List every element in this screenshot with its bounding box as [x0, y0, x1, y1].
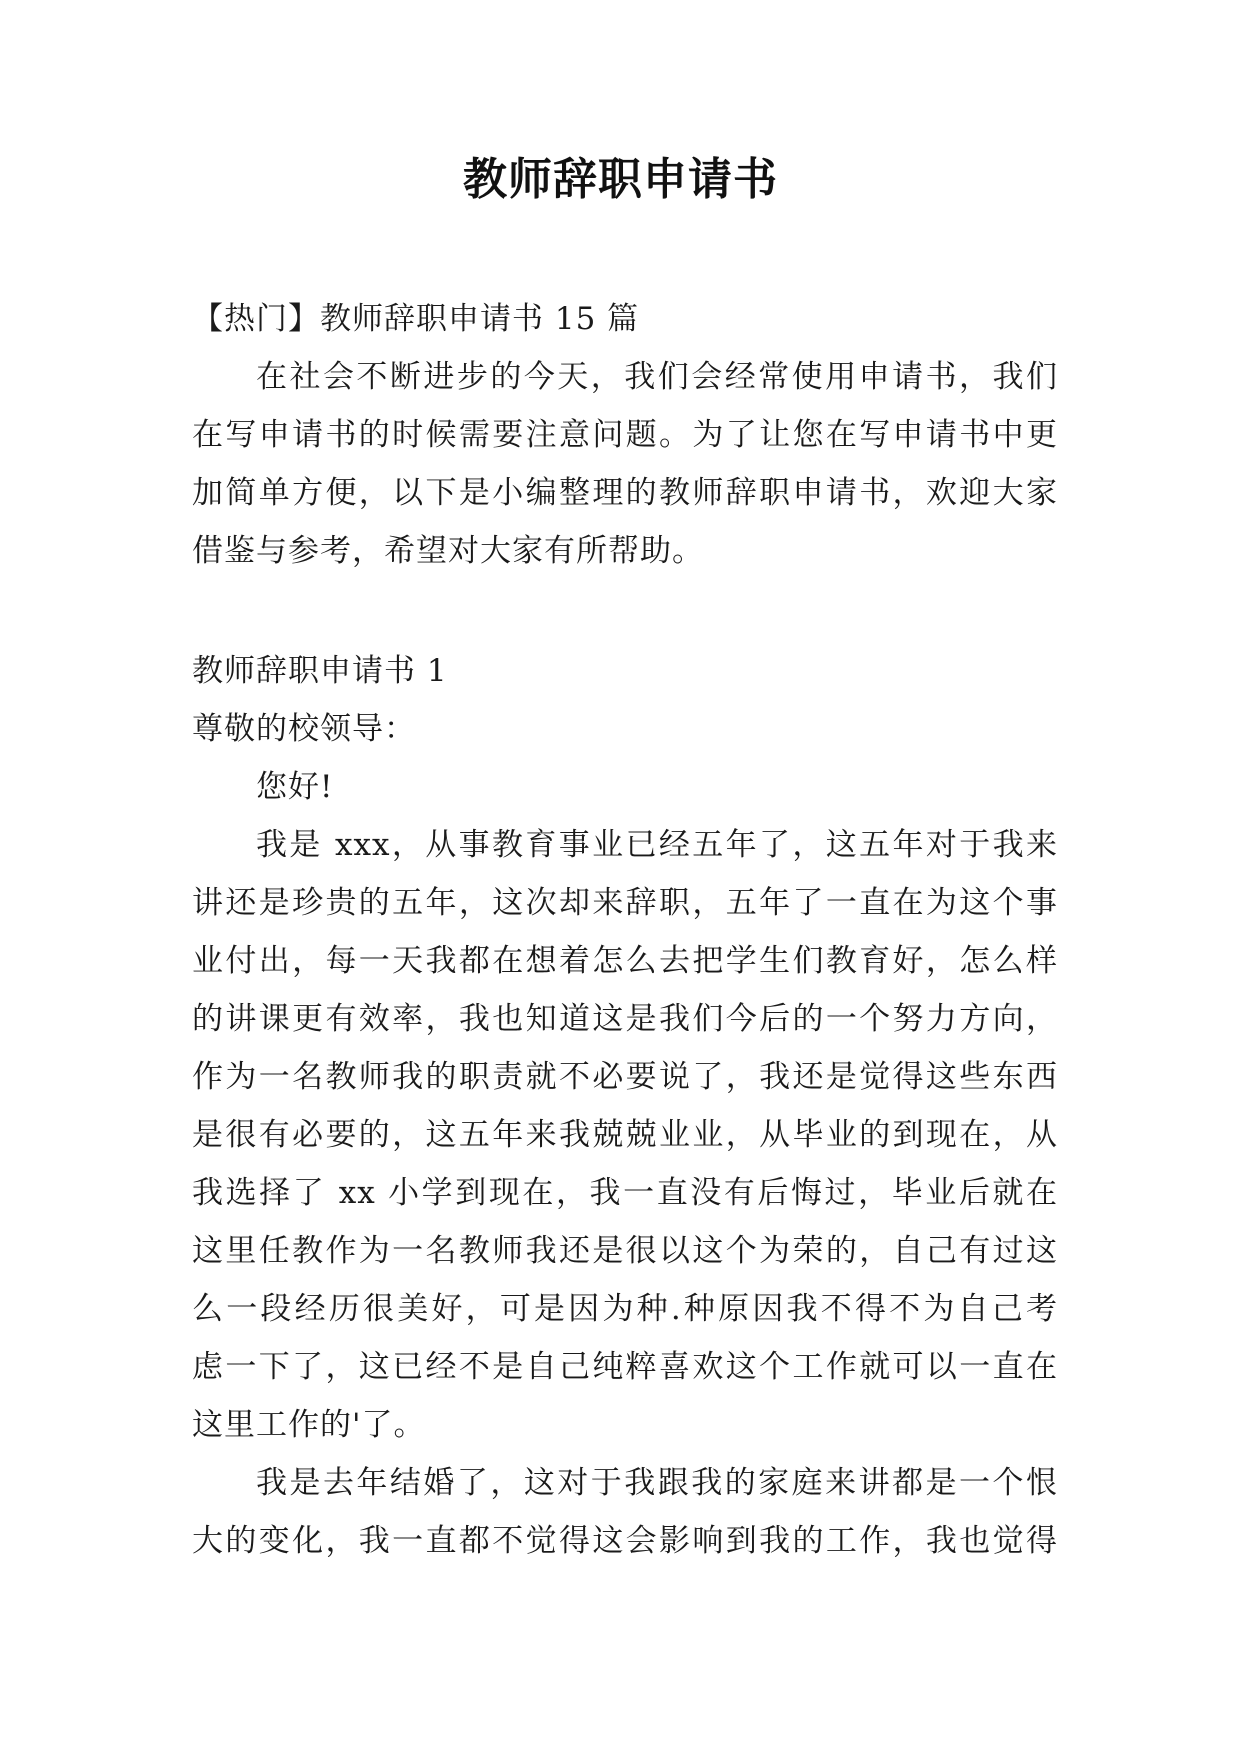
- paragraph-line: 是很有必要的，这五年来我兢兢业业，从毕业的到现在，从: [192, 1117, 1058, 1153]
- document-subtitle: 【热门】教师辞职申请书 15 篇: [192, 301, 640, 337]
- paragraph-line: 的讲课更有效率，我也知道这是我们今后的一个努力方向，: [192, 1001, 1058, 1037]
- intro-line: 借鉴与参考，希望对大家有所帮助。: [192, 533, 704, 569]
- paragraph-line: 大的变化，我一直都不觉得这会影响到我的工作，我也觉得: [192, 1523, 1058, 1559]
- salutation: 尊敬的校领导：: [192, 711, 416, 747]
- paragraph-line: 作为一名教师我的职责就不必要说了，我还是觉得这些东西: [192, 1059, 1058, 1095]
- paragraph-line: 业付出，每一天我都在想着怎么去把学生们教育好，怎么样: [192, 943, 1058, 979]
- document-title: 教师辞职申请书: [463, 154, 778, 205]
- intro-paragraph: [192, 348, 1058, 580]
- paragraph-line: 这里任教作为一名教师我还是很以这个为荣的，自己有过这: [192, 1233, 1058, 1269]
- paragraph-line: 这里工作的'了。: [192, 1407, 426, 1443]
- paragraph-line: 讲还是珍贵的五年，这次却来辞职，五年了一直在为这个事: [192, 885, 1058, 921]
- greeting: 您好!: [256, 769, 334, 805]
- intro-line: 加简单方便，以下是小编整理的教师辞职申请书，欢迎大家: [192, 475, 1058, 511]
- paragraph-line: 么一段经历很美好，可是因为种.种原因我不得不为自己考: [192, 1291, 1058, 1327]
- section-gap: [192, 580, 1058, 642]
- paragraph-line: 我选择了 xx 小学到现在，我一直没有后悔过，毕业后就在: [192, 1175, 1058, 1211]
- intro-line: 在社会不断进步的今天，我们会经常使用申请书，我们: [256, 359, 1058, 395]
- body-paragraph-1: [192, 816, 1058, 1454]
- document-body: [192, 290, 1058, 1570]
- body-paragraph-2: [192, 1454, 1058, 1570]
- intro-line: 在写申请书的时候需要注意问题。为了让您在写申请书中更: [192, 417, 1058, 453]
- paragraph-line: 虑一下了，这已经不是自己纯粹喜欢这个工作就可以一直在: [192, 1349, 1058, 1385]
- paragraph-line: 我是 xxx，从事教育事业已经五年了，这五年对于我来: [256, 827, 1058, 863]
- paragraph-line: 我是去年结婚了，这对于我跟我的家庭来讲都是一个恨: [256, 1465, 1058, 1501]
- section-title: 教师辞职申请书 1: [192, 653, 448, 689]
